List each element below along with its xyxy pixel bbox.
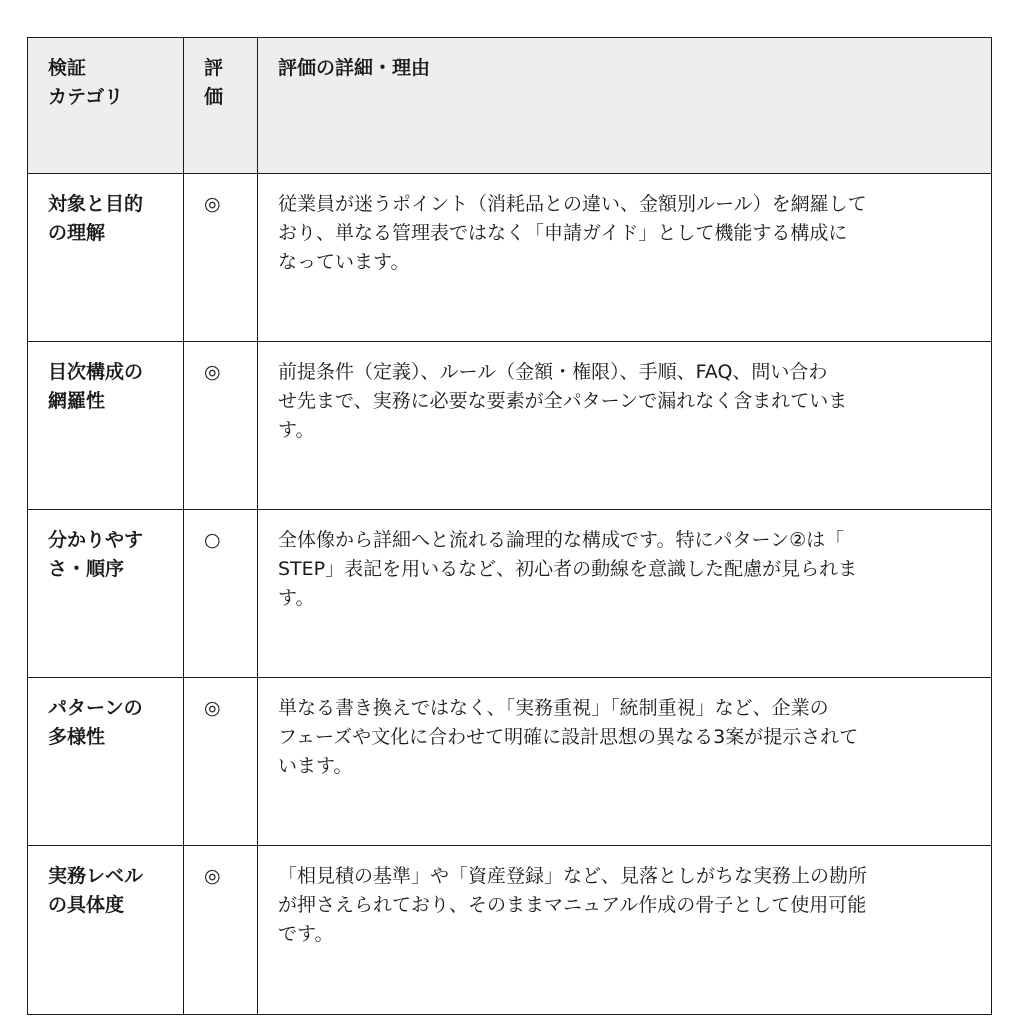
header-category [28, 38, 184, 174]
header-detail [258, 38, 992, 174]
category-line: 網羅性 [48, 390, 106, 412]
category-line: 目次構成の [48, 361, 144, 383]
header-rating [184, 38, 258, 174]
category-cell [28, 342, 184, 510]
detail-line: なっています。 [278, 251, 410, 273]
category-line: 多様性 [48, 726, 106, 748]
category-line: 対象と目的 [48, 193, 144, 215]
rating-mark: ◎ [204, 865, 221, 887]
table-row [28, 846, 992, 1015]
detail-line: 「相見積の基準」や「資産登録」など、見落としがちな実務上の勘所 [278, 865, 868, 887]
category-cell [28, 510, 184, 678]
rating-mark: ◎ [204, 193, 221, 215]
rating-mark: ◎ [204, 697, 221, 719]
rating-cell [184, 342, 258, 510]
table-header-row [28, 38, 992, 174]
table-row [28, 342, 992, 510]
detail-line: す。 [278, 419, 315, 441]
category-line: の理解 [48, 222, 106, 244]
header-category-line: カテゴリ [48, 86, 124, 108]
category-cell [28, 174, 184, 342]
category-line: 実務レベル [48, 865, 144, 887]
detail-line: STEP」表記を用いるなど、初心者の動線を意識した配慮が見られま [278, 558, 858, 580]
table-row [28, 510, 992, 678]
detail-line: が押さえられており、そのままマニュアル作成の骨子として使用可能 [278, 894, 867, 916]
detail-cell [258, 174, 992, 342]
detail-line: おり、単なる管理表ではなく「申請ガイド」として機能する構成に [278, 222, 848, 244]
header-rating-line: 価 [204, 86, 224, 108]
detail-line: す。 [278, 587, 315, 609]
detail-cell [258, 510, 992, 678]
detail-line: せ先まで、実務に必要な要素が全パターンで漏れなく含まれていま [278, 390, 848, 412]
category-line: さ・順序 [48, 558, 125, 580]
detail-line: 前提条件（定義）、ルール（金額・権限）、手順、FAQ、問い合わ [278, 361, 828, 383]
rating-cell [184, 174, 258, 342]
evaluation-table [27, 37, 992, 1015]
header-detail-label: 評価の詳細・理由 [278, 57, 431, 79]
detail-line: 全体像から詳細へと流れる論理的な構成です。特にパターン②は「 [278, 529, 845, 551]
category-line: 分かりやす [48, 529, 144, 551]
category-line: の具体度 [48, 894, 125, 916]
detail-cell [258, 342, 992, 510]
header-rating-line: 評 [204, 57, 224, 79]
header-category-line: 検証 [48, 57, 87, 79]
rating-mark: ◎ [204, 361, 221, 383]
detail-line: フェーズや文化に合わせて明確に設計思想の異なる3案が提示されて [278, 726, 859, 748]
detail-line: です。 [278, 923, 334, 945]
detail-line: います。 [278, 755, 353, 777]
detail-cell [258, 846, 992, 1015]
table-row [28, 678, 992, 846]
table-row [28, 174, 992, 342]
category-cell [28, 846, 184, 1015]
rating-cell [184, 678, 258, 846]
detail-line: 単なる書き換えではなく、「実務重視」「統制重視」など、企業の [278, 697, 829, 719]
category-cell [28, 678, 184, 846]
detail-cell [258, 678, 992, 846]
rating-mark: ○ [204, 529, 221, 551]
rating-cell [184, 846, 258, 1015]
rating-cell [184, 510, 258, 678]
detail-line: 従業員が迷うポイント（消耗品との違い、金額別ルール）を網羅して [278, 193, 867, 215]
category-line: パターンの [48, 697, 143, 719]
